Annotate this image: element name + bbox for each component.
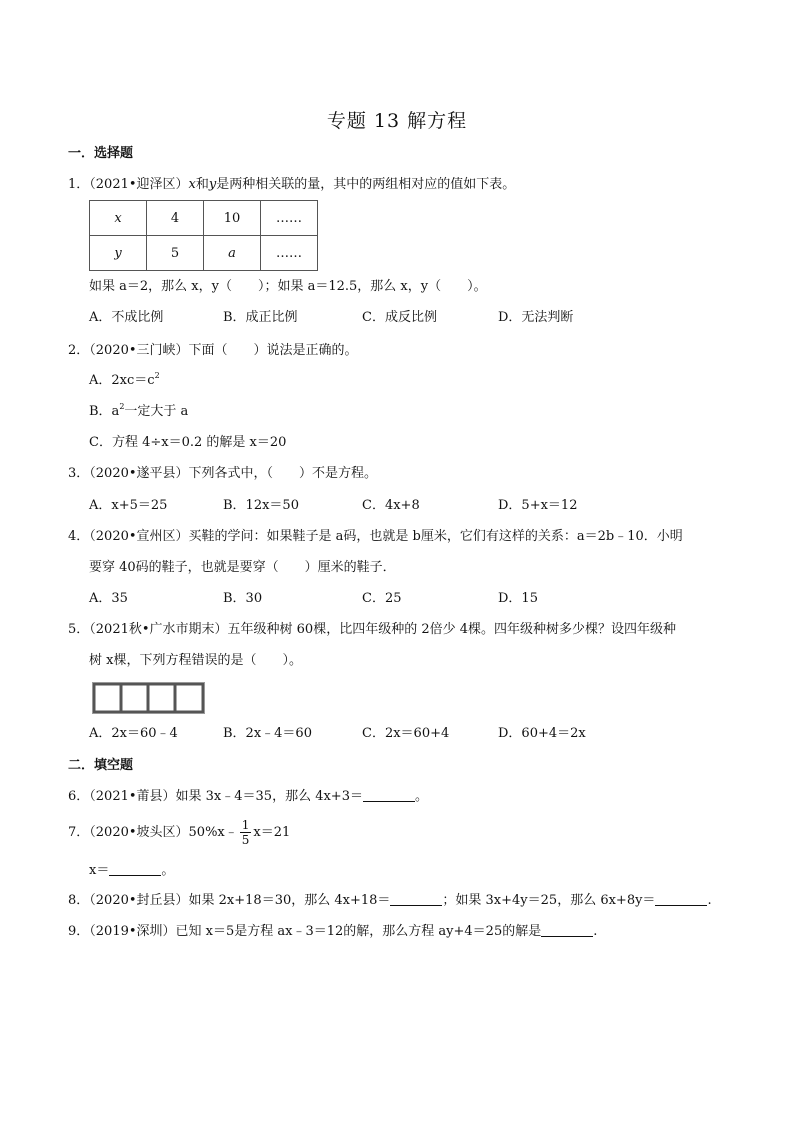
table-cell: 4 bbox=[147, 201, 204, 236]
section-heading-fill: 二．填空题 bbox=[68, 758, 134, 773]
question-5-option-d: D．60+4＝2x bbox=[498, 726, 586, 741]
question-1-option-b: B．成正比例 bbox=[223, 310, 298, 325]
question-4-option-c: C．25 bbox=[362, 591, 402, 606]
question-5-stem-line2: 树 x棵，下列方程错误的是（ ）。 bbox=[89, 653, 302, 668]
question-1-stem: 1．（2021•迎泽区）x和y是两种相关联的量，其中的两组相对应的值如下表。 bbox=[68, 177, 516, 192]
table-cell: …… bbox=[261, 236, 318, 271]
question-2-option-c: C．方程 4÷x＝0.2 的解是 x＝20 bbox=[89, 435, 287, 450]
answer-blank[interactable] bbox=[541, 924, 593, 937]
question-1-continuation: 如果 a＝2，那么 x，y（ ）；如果 a＝12.5，那么 x，y（ ）。 bbox=[89, 279, 487, 294]
question-4-stem-line1: 4．（2020•宣州区）买鞋的学问：如果鞋子是 a码，也就是 b厘米，它们有这样的关系：a＝2b﹣10．小明 bbox=[68, 529, 683, 544]
question-9: 9．（2019•深圳）已知 x＝5是方程 ax﹣3＝12的解，那么方程 ay+4＝25的解是 . bbox=[68, 924, 598, 939]
question-3-option-d: D．5+x＝12 bbox=[498, 498, 578, 513]
question-5-stem-line1: 5．（2021秋•广水市期末）五年级种树 60棵，比四年级种的 2倍少 4棵。四年级种树多少棵？设四年级种 bbox=[68, 622, 677, 637]
page-title: 专题 13 解方程 bbox=[326, 110, 468, 132]
question-3-option-b: B．12x＝50 bbox=[223, 498, 299, 513]
question-1-option-a: A．不成比例 bbox=[89, 310, 164, 325]
matchstick-squares-figure bbox=[92, 682, 205, 714]
question-7-answer: x＝ 。 bbox=[89, 863, 175, 878]
question-3-stem: 3．（2020•遂平县）下列各式中，（ ）不是方程。 bbox=[68, 466, 378, 481]
question-2-stem: 2．（2020•三门峡）下面（ ）说法是正确的。 bbox=[68, 343, 358, 358]
table-cell: x bbox=[90, 201, 147, 236]
question-1-option-c: C．成反比例 bbox=[362, 310, 437, 325]
answer-blank[interactable] bbox=[390, 893, 442, 906]
table-cell: a bbox=[204, 236, 261, 271]
answer-blank[interactable] bbox=[109, 863, 161, 876]
question-6: 6．（2021•莆县）如果 3x﹣4＝35，那么 4x+3＝ 。 bbox=[68, 789, 428, 804]
table-cell: 5 bbox=[147, 236, 204, 271]
question-4-stem-line2: 要穿 40码的鞋子，也就是要穿（ ）厘米的鞋子． bbox=[89, 560, 396, 575]
question-7: 7．（2020•坡头区）50%x﹣ $\frac{1}{5}$ x＝21 bbox=[68, 818, 291, 847]
question-4-option-a: A．35 bbox=[89, 591, 128, 606]
table-row bbox=[90, 236, 318, 271]
question-5-option-c: C．2x＝60+4 bbox=[362, 726, 450, 741]
question-1-value-table bbox=[89, 200, 318, 271]
question-1-option-d: D．无法判断 bbox=[498, 310, 574, 325]
table-row bbox=[90, 201, 318, 236]
question-5-option-b: B．2x﹣4＝60 bbox=[223, 726, 312, 741]
table-cell: …… bbox=[261, 201, 318, 236]
section-heading-choice: 一．选择题 bbox=[68, 146, 134, 161]
answer-blank[interactable] bbox=[655, 893, 707, 906]
table-cell: 10 bbox=[204, 201, 261, 236]
question-5-option-a: A．2x＝60﹣4 bbox=[89, 726, 178, 741]
fraction: $\frac{1}{5}$ bbox=[241, 818, 250, 847]
answer-blank[interactable] bbox=[363, 789, 415, 802]
question-8: 8．（2020•封丘县）如果 2x+18＝30，那么 4x+18＝ ；如果 3x+4y＝25，那么 6x+8y＝ . bbox=[68, 893, 712, 908]
question-3-option-a: A．x+5＝25 bbox=[89, 498, 168, 513]
question-4-option-b: B．30 bbox=[223, 591, 263, 606]
question-2-option-b: B．$a^2$一定大于 a bbox=[89, 402, 189, 419]
question-2-option-a: A．$2xc=c^2$ bbox=[89, 371, 160, 388]
question-4-option-d: D．15 bbox=[498, 591, 538, 606]
table-cell: y bbox=[90, 236, 147, 271]
question-3-option-c: C．4x+8 bbox=[362, 498, 420, 513]
